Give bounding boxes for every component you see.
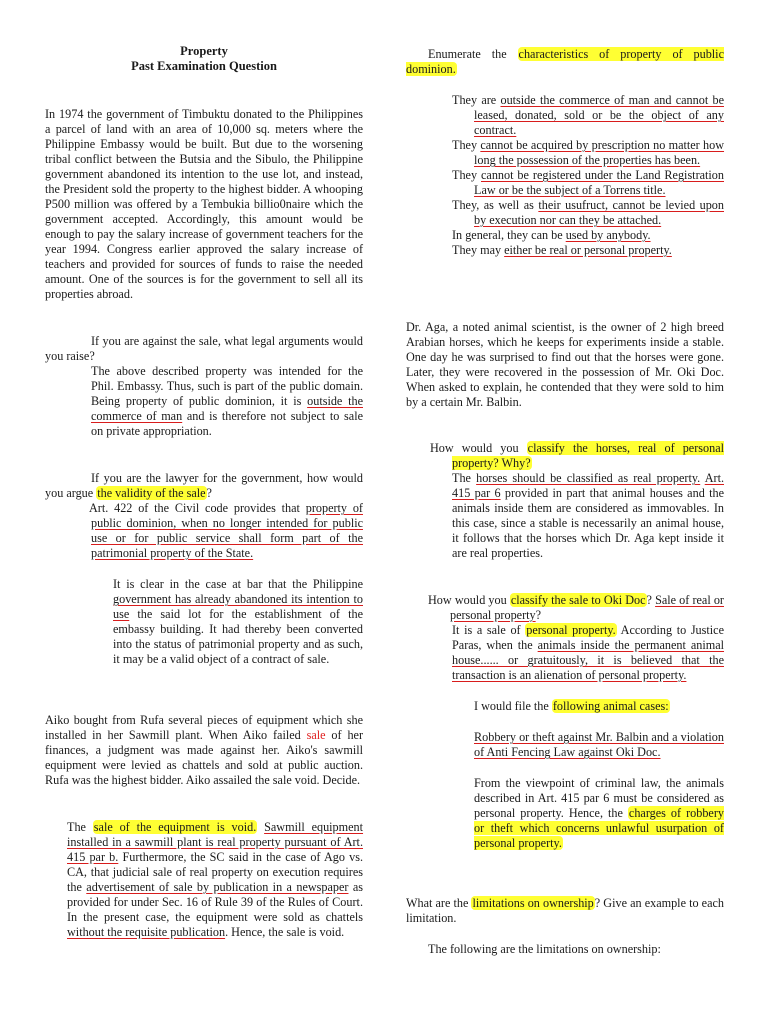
list-item: They, as well as their usufruct, cannot be levied upon by execution nor can they be attached. [452,198,724,227]
list-item: They may either be real or personal property. [452,243,672,257]
question-validity [45,471,363,667]
question-against-sale [45,334,363,439]
question-limitations [406,896,724,957]
question-text: What are the limitations on ownership? Give an example to each limitation. [406,896,724,925]
document-subtitle: Past Examination Question [131,59,277,73]
list-item: They cannot be registered under the Land Registration Law or be the subject of a Torrens title. [452,168,724,197]
answer-text: The following are the limitations on ownership: [428,942,661,956]
question-text: Enumerate the characteristics of property of public dominion. [406,47,724,76]
characteristics-list [452,93,724,258]
document-title: Property [180,44,228,58]
list-item: They cannot be acquired by prescription no matter how long the possession of the properties has been. [452,138,725,167]
answer-text: From the viewpoint of criminal law, the animals described in Art. 415 par 6 must be considered as personal property. Hence, the charges of robbery or theft which concerns unlawful usurpation of personal property. [474,776,724,850]
question-aiko [45,713,363,788]
question-text: In 1974 the government of Timbuktu donated to the Philippines a parcel of land with an area of 10,000 sq. meters where the Philippine Embassy would be built. But due to the worsening tribal conflict between the Butsia and the Sibulo, the Philippine government abandoned its intention to the use lot, and instead, the President sold the property to the highest bidder. A whooping P500 million was offered by a Tembukia billio0naire which the government accepted. Accordingly, this amount would be enough to pay the salary increase of government teachers for the year 1994. Congress earlier approved the salary increase of teachers and provided for sources of funds to raise the needed amount. One of the sources is for the government to sell all its properties abroad. [45,107,363,301]
question-text: Dr. Aga, a noted animal scientist, is the owner of 2 high breed Arabian horses, which he keeps for experiments inside a stable. One day he was surprised to find out that the horses were gone. Later, they were recovered in the possession of Mr. Oki Doc. When asked to explain, he contended that they were sold to him by a certain Mr. Balbin. [406,320,724,409]
question-text: If you are against the sale, what legal arguments would you raise? [45,334,363,363]
question-enumerate [406,47,724,77]
answer-text: The above described property was intended for the Phil. Embassy. Thus, such is part of the public domain. Being property of public dominion, it is outside the commerce of man and is therefore not subject to sale on private appropriation. [91,364,363,438]
answer-aiko [67,820,363,940]
question-text: If you are the lawyer for the government, how would you argue the validity of the sale? [45,471,363,500]
list-item: They are outside the commerce of man and cannot be leased, donated, sold or be the object of any contract. [452,93,724,137]
question-classify-sale [428,593,724,851]
answer-text: It is a sale of personal property. According to Justice Paras, when the animals inside the permanent animal house...... or gratuitously, it is believed that the transaction is an alienation of personal property. [452,623,725,682]
list-item: In general, they can be used by anybody. [452,228,651,242]
question-dr-aga [406,320,724,410]
answer-text: I would file the following animal cases: [474,699,669,713]
answer-text: It is clear in the case at bar that the Philippine government has already abandoned its intention to use the said lot for the establishment of the embassy building. It had thereby been converted into the status of patrimonial property and as such, it may be a valid object of a contract of sale. [113,577,363,666]
question-text: How would you classify the horses, real of personal property? Why? [430,441,724,470]
answer-text: Robbery or theft against Mr. Balbin and a violation of Anti Fencing Law against Oki Doc. [474,730,724,759]
question-text: How would you classify the sale to Oki Doc? Sale of real or personal property? [428,593,724,622]
question-timbuktu [45,107,363,302]
answer-text: The sale of the equipment is void. Sawmill equipment installed in a sawmill plant is real property pursuant of Art. 415 par b. Furthermore, the SC said in the case of Ago vs. CA, that judicial sale of real property on execution requires the advertisement of sale by publication in a newspaper as provided for under Sec. 16 of Rule 39 of the Rules of Court. In the present case, the equipment were sold as chattels without the requisite publication. Hence, the sale is void. [67,820,364,939]
question-classify-horses [430,441,724,561]
answer-text: Art. 422 of the Civil code provides that property of public dominion, when no longer intended for public use or for public service shall form part of the patrimonial property of the State. [89,501,363,560]
document-header [45,44,363,74]
answer-text: The horses should be classified as real property. Art. 415 par 6 provided in part that animal houses and the animals inside them are considered as immovables. In this case, since a stable is necessarily an animal house, it follows that the horses which Dr. Aga kept inside it are real properties. [452,471,724,560]
question-text: Aiko bought from Rufa several pieces of equipment which she installed in her Sawmill plant. When Aiko failed sale of her finances, a judgment was made against her. Aiko's sawmill equipment were levied as chattels and sold at public auction. Rufa was the highest bidder. Aiko assailed the sale void. Decide. [45,713,364,787]
